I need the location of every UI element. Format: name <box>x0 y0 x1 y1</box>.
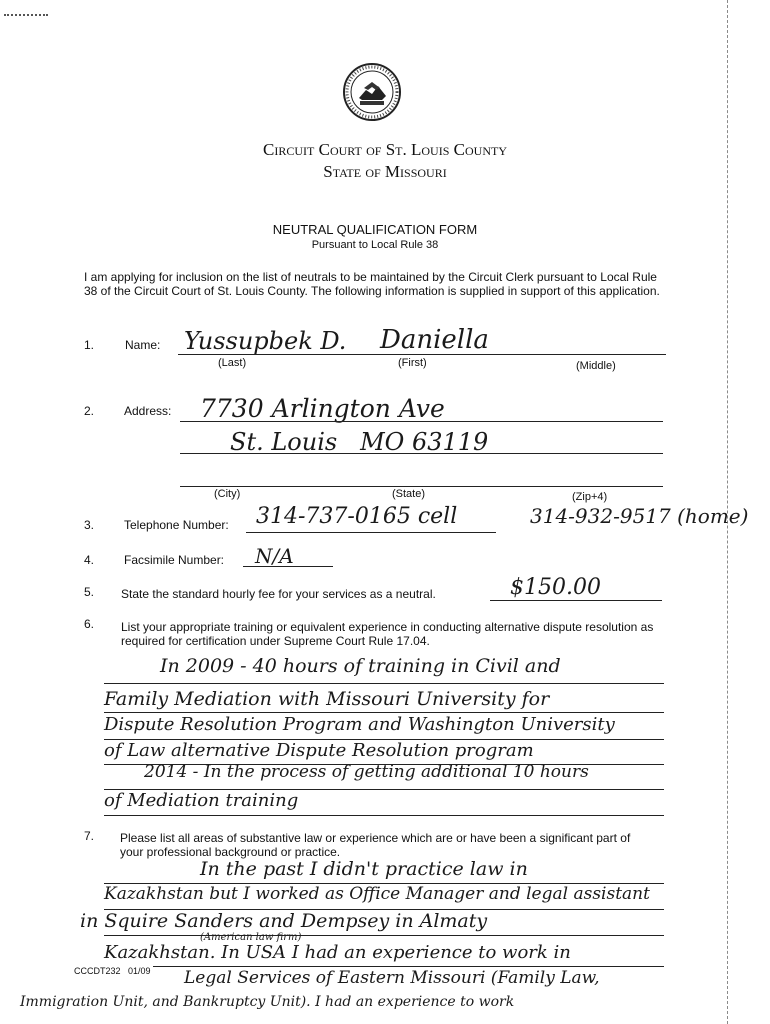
training-rule-6 <box>104 815 664 816</box>
missouri-state-seal-icon <box>342 60 402 124</box>
telephone-home-value: 314-932-9517 (home) <box>530 504 749 528</box>
address-rule-1 <box>180 421 663 422</box>
address-label: Address: <box>124 404 172 418</box>
form-subtitle: Pursuant to Local Rule 38 <box>311 239 439 251</box>
training-line-3: Dispute Resolution Program and Washington University <box>104 714 615 735</box>
footer-code: CCCDT232 01/09 <box>74 966 151 976</box>
training-line-5: 2014 - In the process of getting additional 10 hours <box>144 762 589 782</box>
training-line-4: of Law alternative Dispute Resolution program <box>104 740 534 761</box>
state-title: State of Missouri <box>323 162 447 181</box>
name-first-value: Daniella <box>380 325 489 355</box>
address-rule-2 <box>180 453 663 454</box>
law-areas-insert-note: (American law firm) <box>200 932 302 943</box>
fax-label: Facsimile Number: <box>124 553 225 567</box>
court-title: Circuit Court of St. Louis County <box>263 140 507 159</box>
intro-paragraph: I am applying for inclusion on the list of neutrals to be maintained by the Circuit Clerk pursuant to Local Rule 38 of the Circuit Court of St. Louis County. The following information is supplied in support of this application. <box>84 270 660 298</box>
training-line-2: Family Mediation with Missouri University for <box>104 688 550 710</box>
telephone-line <box>246 532 496 533</box>
address-sub-city: (City) <box>214 488 241 500</box>
fee-label: State the standard hourly fee for your services as a neutral. <box>121 587 436 601</box>
law-areas-line-2: Kazakhstan but I worked as Office Manager and legal assistant <box>104 884 650 904</box>
fax-value: N/A <box>255 544 294 568</box>
fee-value: $150.00 <box>510 575 601 600</box>
address-sub-state: (State) <box>392 488 426 500</box>
item-1-number: 1. <box>84 338 95 352</box>
law-areas-rule-3 <box>104 935 664 936</box>
scan-mark <box>4 14 48 24</box>
law-areas-label: Please list all areas of substantive law or experience which are or have been a significant part of your professional background or practice. <box>120 831 631 859</box>
name-line <box>178 354 666 355</box>
item-7-number: 7. <box>84 829 95 843</box>
training-label: List your appropriate training or equivalent experience in conducting alternative dispute resolution as required for certification under Supreme Court Rule 17.04. <box>121 620 654 648</box>
training-rule-2 <box>104 712 664 713</box>
name-sub-middle: (Middle) <box>576 360 616 372</box>
law-areas-line-6: Immigration Unit, and Bankruptcy Unit). I had an experience to work <box>20 994 515 1010</box>
address-rule-3 <box>180 486 663 487</box>
law-areas-line-3: in Squire Sanders and Dempsey in Almaty <box>80 910 488 932</box>
name-label: Name: <box>125 338 161 352</box>
address-line-1: 7730 Arlington Ave <box>200 394 445 423</box>
address-sub-zip: (Zip+4) <box>572 491 608 503</box>
name-last-value: Yussupbek D. <box>184 327 347 355</box>
item-5-number: 5. <box>84 585 95 599</box>
fax-line <box>243 566 333 567</box>
name-sub-last: (Last) <box>218 357 247 369</box>
law-areas-line-1: In the past I didn't practice law in <box>200 858 528 880</box>
training-line-6: of Mediation training <box>104 790 299 811</box>
law-areas-rule-4 <box>104 966 664 967</box>
form-title: NEUTRAL QUALIFICATION FORM <box>272 222 478 237</box>
law-areas-line-4: Kazakhstan. In USA I had an experience to work in <box>104 942 571 963</box>
item-6-number: 6. <box>84 617 95 631</box>
telephone-label: Telephone Number: <box>124 518 229 532</box>
address-line-2: St. Louis MO 63119 <box>230 428 489 456</box>
item-4-number: 4. <box>84 553 95 567</box>
law-areas-line-5: Legal Services of Eastern Missouri (Family Law, <box>184 968 600 988</box>
fee-line <box>490 600 662 601</box>
item-3-number: 3. <box>84 518 95 532</box>
training-line-1: In 2009 - 40 hours of training in Civil and <box>160 655 561 677</box>
training-rule-1 <box>104 683 664 684</box>
telephone-cell-value: 314-737-0165 cell <box>256 504 458 529</box>
item-2-number: 2. <box>84 404 95 418</box>
name-sub-first: (First) <box>398 357 427 369</box>
